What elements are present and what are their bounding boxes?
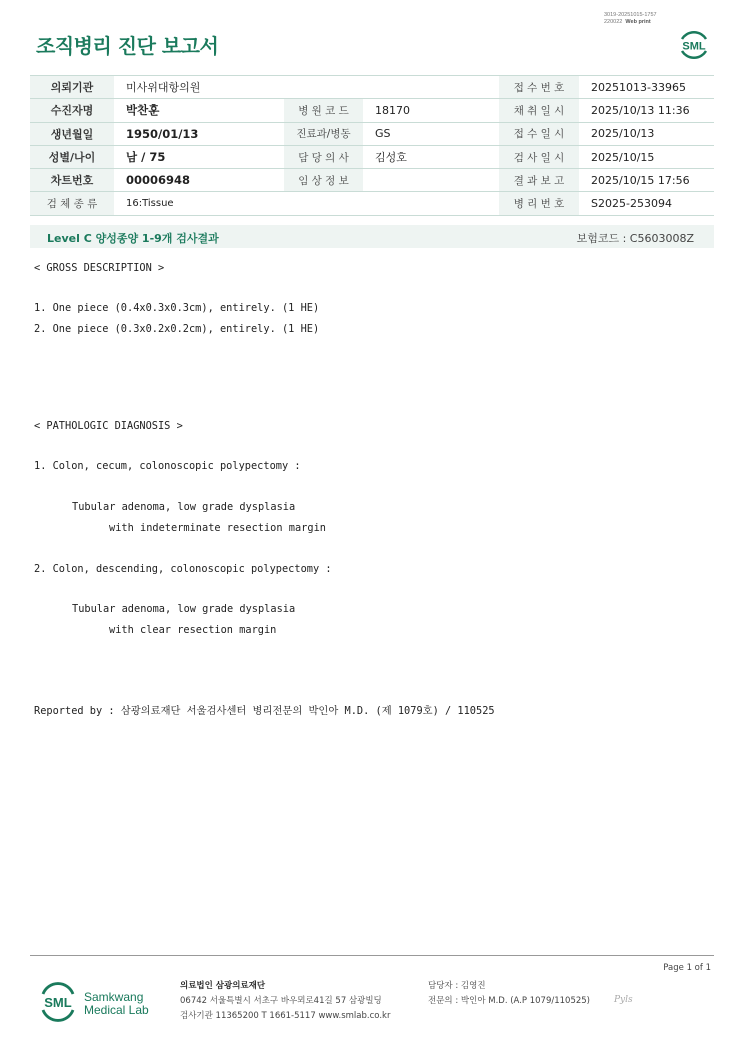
info-row <box>30 76 714 99</box>
diagnosis-1-finding: Tubular adenoma, low grade dysplasia <box>72 501 296 513</box>
logo-text: SML <box>682 40 706 53</box>
footer-manager: 담당자 : 김영진 <box>428 981 486 991</box>
label-received-date: 접 수 일 시 <box>499 122 579 145</box>
empty-cell <box>363 192 499 215</box>
value-result-report: 2025/10/15 17:56 <box>579 169 714 192</box>
value-chart-no: 00006948 <box>114 169 284 192</box>
label-sex-age: 성별/나이 <box>30 145 114 168</box>
page-number: Page 1 of 1 <box>663 963 711 973</box>
info-row <box>30 122 714 145</box>
info-row <box>30 169 714 192</box>
gross-heading: < GROSS DESCRIPTION > <box>34 262 165 274</box>
sml-footer-logo <box>37 981 79 1023</box>
label-test-date: 검 사 일 시 <box>499 145 579 168</box>
value-received-date: 2025/10/13 <box>579 122 714 145</box>
label-requesting-org: 의뢰기관 <box>30 76 114 99</box>
info-row <box>30 99 714 122</box>
footer-contact: 검사기관 11365200 T 1661-5117 www.smlab.co.kr <box>180 1011 391 1021</box>
insurance-code: 보험코드 : C5603008Z <box>576 232 694 245</box>
footer-specialist: 전문의 : 박인아 M.D. (A.P 1079/110525) <box>428 996 590 1006</box>
value-requesting-org: 미사위대항의원 <box>114 76 284 99</box>
empty-cell <box>284 192 363 215</box>
print-id-tag: Web print <box>625 19 651 25</box>
value-specimen-type: 16:Tissue <box>114 192 284 215</box>
diagnosis-2-margin: with clear resection margin <box>109 624 277 636</box>
diagnosis-1-margin: with indeterminate resection margin <box>109 522 326 534</box>
label-physician: 담 당 의 사 <box>284 145 363 168</box>
footer-staff-info <box>428 979 590 1009</box>
sml-logo <box>676 27 712 63</box>
footer-divider <box>30 955 714 956</box>
print-id-line2 <box>604 19 657 26</box>
value-test-date: 2025/10/15 <box>579 145 714 168</box>
label-department: 진료과/병동 <box>284 122 363 145</box>
label-clinical-info: 임 상 정 보 <box>284 169 363 192</box>
value-sex-age: 남 / 75 <box>114 145 284 168</box>
footer-address: 06742 서울특별시 서초구 바우뫼로41길 57 삼광빌딩 <box>180 996 382 1006</box>
print-id <box>604 12 657 26</box>
diagnosis-2-site: 2. Colon, descending, colonoscopic polypectomy : <box>34 563 332 575</box>
value-department: GS <box>363 122 499 145</box>
label-accession-no: 접 수 번 호 <box>499 76 579 99</box>
empty-cell <box>363 76 499 99</box>
value-birth-date: 1950/01/13 <box>114 122 284 145</box>
print-id-line1: 3019-20251015-1757 <box>604 12 657 18</box>
page-title: 조직병리 진단 보고서 <box>36 34 219 58</box>
label-hospital-code: 병 원 코 드 <box>284 99 363 122</box>
patient-info-table <box>30 75 714 216</box>
value-hospital-code: 18170 <box>363 99 499 122</box>
logo-text: SML <box>44 995 72 1010</box>
gross-item-2: 2. One piece (0.3x0.2x0.2cm), entirely. (1 HE) <box>34 323 320 335</box>
footer-org: 의료법인 삼광의료재단 <box>180 981 266 991</box>
value-physician: 김성호 <box>363 145 499 168</box>
label-birth-date: 생년월일 <box>30 122 114 145</box>
gross-item-1: 1. One piece (0.4x0.3x0.3cm), entirely. (1 HE) <box>34 302 320 314</box>
value-accession-no: 20251013-33965 <box>579 76 714 99</box>
label-collection-time: 채 취 일 시 <box>499 99 579 122</box>
label-pathology-no: 병 리 번 호 <box>499 192 579 215</box>
print-id-number: 220022 <box>604 19 623 25</box>
reported-by: Reported by : 삼광의료재단 서울검사센터 병리전문의 박인아 M.D. (제 1079호) / 110525 <box>34 705 495 717</box>
value-patient-name: 박찬훈 <box>114 99 284 122</box>
value-pathology-no: S2025-253094 <box>579 192 714 215</box>
lab-name <box>84 991 149 1016</box>
value-collection-time: 2025/10/13 11:36 <box>579 99 714 122</box>
label-chart-no: 차트번호 <box>30 169 114 192</box>
diagnosis-2-finding: Tubular adenoma, low grade dysplasia <box>72 603 296 615</box>
lab-name-line1: Samkwang <box>84 990 144 1004</box>
signature: Pyls <box>614 995 633 1005</box>
value-clinical-info <box>363 169 499 192</box>
footer-org-info <box>180 979 390 1024</box>
diagnosis-1-site: 1. Colon, cecum, colonoscopic polypectomy : <box>34 460 301 472</box>
info-row <box>30 192 714 215</box>
result-header <box>30 225 714 248</box>
diagnosis-heading: < PATHOLOGIC DIAGNOSIS > <box>34 420 183 432</box>
lab-name-line2: Medical Lab <box>84 1002 149 1017</box>
empty-cell <box>284 76 363 99</box>
result-title: Level C 양성종양 1-9개 검사결과 <box>47 232 219 245</box>
label-patient-name: 수진자명 <box>30 99 114 122</box>
info-row <box>30 145 714 168</box>
label-specimen-type: 검 체 종 류 <box>30 192 114 215</box>
label-result-report: 결 과 보 고 <box>499 169 579 192</box>
